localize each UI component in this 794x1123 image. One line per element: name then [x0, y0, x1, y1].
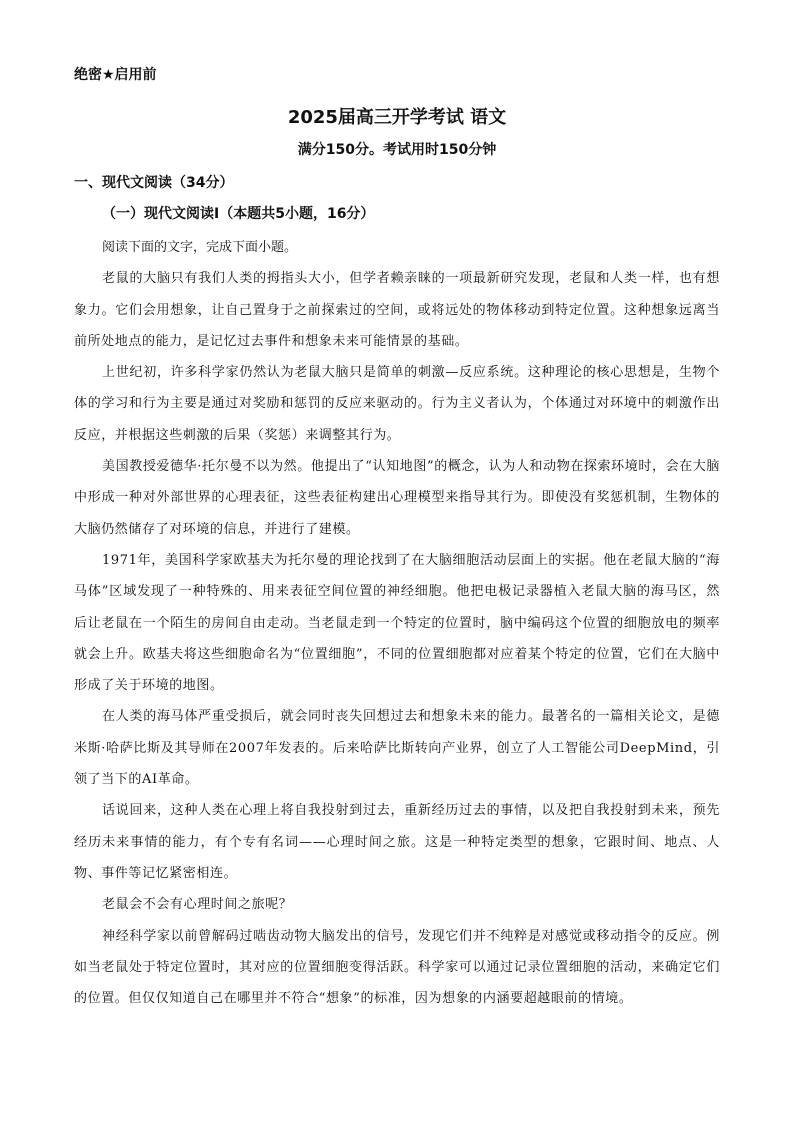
confidential-label: 绝密★启用前 — [74, 67, 157, 83]
instruction-text: 阅读下面的文字，完成下面小题。 — [102, 240, 298, 255]
passage-paragraph: 老鼠会不会有心理时间之旅呢？ — [102, 897, 293, 913]
passage-paragraph: 话说回来，这种人类在心理上将自我投射到过去，重新经历过去的事情，以及把自我投射到未来，预先经历未来事情的能力，有个专有名词——心理时间之旅。这是一种特定类型的想象，它跟时间、地点、人物、事件等记忆紧密相连。 — [74, 803, 720, 881]
passage-paragraph: 神经科学家以前曾解码过啮齿动物大脑发出的信号，发现它们并不纯粹是对感觉或移动指令的反应。例如当老鼠处于特定位置时，其对应的位置细胞变得活跃。科学家可以通过记录位置细胞的活动，来确定它们的位置。但仅仅知道自己在哪里并不符合“想象”的标准，因为想象的内涵要超越眼前的情境。 — [74, 928, 720, 1007]
passage-paragraph: 1971年，美国科学家欧基夫为托尔曼的理论找到了在大脑细胞活动层面上的实据。他在老鼠大脑的“海马体”区域发现了一种特殊的、用来表征空间位置的神经细胞。他把电极记录器植入老鼠大脑的海马区，然后让老鼠在一个陌生的房间自由走动。当老鼠走到一个特定的位置时，脑中编码这个位置的细胞放电的频率就会上升。欧基夫将这些细胞命名为“位置细胞”，不同的位置细胞都对应着某个特定的位置，它们在大脑中形成了关于环境的地图。 — [74, 552, 720, 694]
passage-paragraph: 上世纪初，许多科学家仍然认为老鼠大脑只是简单的刺激—反应系统。这种理论的核心思想是，生物个体的学习和行为主要是通过对奖励和惩罚的反应来驱动的。行为主义者认为，个体通过对环境中的刺激作出反应，并根据这些刺激的后果（奖惩）来调整其行为。 — [74, 365, 720, 443]
exam-title: 2025届高三开学考试 语文 — [287, 107, 507, 128]
passage-paragraph: 美国教授爱德华·托尔曼不以为然。他提出了“认知地图”的概念，认为人和动物在探索环境时，会在大脑中形成一种对外部世界的心理表征，这些表征构建出心理模型来指导其行为。即使没有奖惩机制，生物体的大脑仍然储存了对环境的信息，并进行了建模。 — [74, 459, 720, 537]
passage-paragraph: 老鼠的大脑只有我们人类的拇指头大小，但学者赖亲睐的一项最新研究发现，老鼠和人类一样，也有想象力。它们会用想象，让自己置身于之前探索过的空间，或将远处的物体移动到特定位置。这种想象远离当前所处地点的能力，是记忆过去事件和想象未来可能情景的基础。 — [74, 271, 720, 349]
section-heading: 一、现代文阅读（34分） — [74, 175, 234, 191]
reading-passage — [74, 232, 720, 1014]
passage-paragraph: 在人类的海马体严重受损后，就会同时丧失回想过去和想象未来的能力。最著名的一篇相关论文，是德米斯·哈萨比斯及其导师在2007年发表的。后来哈萨比斯转向产业界，创立了人工智能公司DeepMind，引领了当下的AI革命。 — [74, 709, 720, 788]
exam-info: 满分150分。考试用时150分钟 — [297, 142, 497, 158]
subsection-heading: （一）现代文阅读Ⅰ（本题共5小题，16分） — [102, 206, 375, 222]
